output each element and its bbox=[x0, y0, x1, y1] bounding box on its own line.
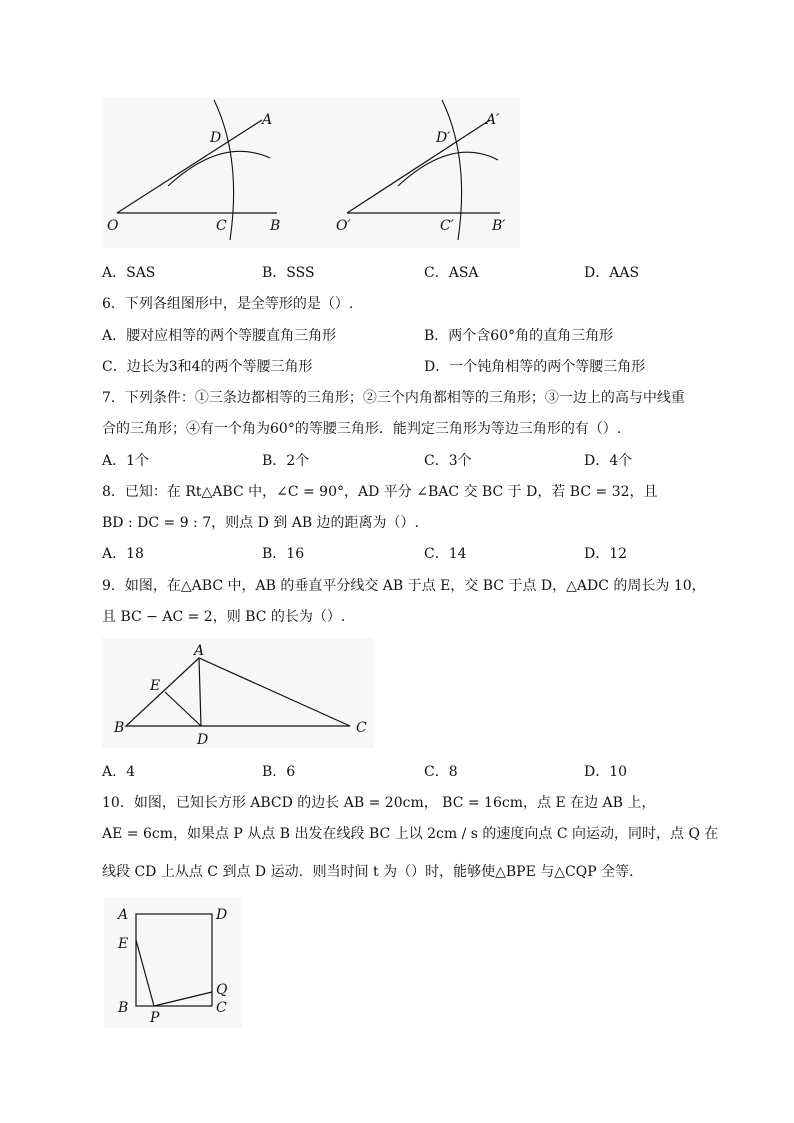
q9-option-c: C．8 bbox=[424, 764, 458, 780]
label-D: D bbox=[197, 732, 209, 748]
label-O-prime: O′ bbox=[336, 218, 351, 234]
q8-option-c: C．14 bbox=[424, 546, 467, 562]
q7-option-a: A．1个 bbox=[102, 453, 150, 469]
right-angle-figure bbox=[336, 100, 506, 240]
q7-option-b: B．2个 bbox=[262, 453, 310, 469]
label-D-prime: D′ bbox=[436, 130, 451, 146]
label-A: A bbox=[194, 643, 205, 659]
q9-option-d: D．10 bbox=[584, 764, 628, 780]
left-angle-figure bbox=[107, 100, 280, 240]
figure-triangle-abc bbox=[102, 638, 374, 748]
q10-stem-line1: 10．如图，已知长方形 ABCD 的边长 AB = 20cm， BC = 16cm，点 E 在边 AB 上， bbox=[102, 795, 656, 811]
q6-option-c: C．边长为3和4的两个等腰三角形 bbox=[102, 359, 313, 375]
q6-option-a: A．腰对应相等的两个等腰直角三角形 bbox=[102, 328, 337, 344]
q6-option-b: B．两个含60°角的直角三角形 bbox=[424, 328, 614, 344]
q10-stem-line3: 线段 CD 上从点 C 到点 D 运动．则当时间 t 为（）时，能够使△BPE 与△CQP 全等. bbox=[102, 864, 634, 880]
q5-option-c: C．ASA bbox=[424, 265, 479, 281]
label-B-prime: B′ bbox=[492, 218, 506, 234]
label-B: B bbox=[118, 1000, 129, 1016]
label-O: O bbox=[107, 218, 119, 234]
q7-option-d: D．4个 bbox=[584, 453, 633, 469]
q9-stem-line1: 9．如图，在△ABC 中，AB 的垂直平分线交 AB 于点 E，交 BC 于点 D，△ADC 的周长为 10， bbox=[102, 578, 706, 594]
q7-stem-line1: 7．下列条件：①三条边都相等的三角形；②三个内角都相等的三角形；③一边上的高与中线重 bbox=[102, 390, 685, 406]
label-P: P bbox=[150, 1010, 160, 1026]
q5-option-d: D．AAS bbox=[584, 265, 640, 281]
label-B: B bbox=[270, 218, 281, 234]
label-E: E bbox=[150, 678, 161, 694]
label-E: E bbox=[118, 936, 129, 952]
q8-option-d: D．12 bbox=[584, 546, 628, 562]
q8-option-a: A．18 bbox=[102, 546, 144, 562]
label-A: A bbox=[118, 907, 129, 923]
q8-stem-line2: BD : DC = 9 : 7，则点 D 到 AB 边的距离为（）. bbox=[102, 515, 420, 531]
q5-option-b: B．SSS bbox=[262, 265, 315, 281]
q7-stem-line2: 合的三角形；④有一个角为60°的等腰三角形．能判定三角形为等边三角形的有（）. bbox=[102, 421, 622, 437]
label-D: D bbox=[216, 907, 228, 923]
label-C: C bbox=[216, 1000, 227, 1016]
label-C: C bbox=[216, 218, 227, 234]
figure-rectangle-abcd bbox=[104, 898, 242, 1028]
angle-construction-svg bbox=[102, 98, 520, 248]
label-A: A bbox=[262, 112, 273, 128]
q10-stem-line2: AE = 6cm，如果点 P 从点 B 出发在线段 BC 上以 2cm / s 的速度向点 C 向运动，同时，点 Q 在 bbox=[102, 826, 719, 842]
q8-option-b: B．16 bbox=[262, 546, 305, 562]
q6-option-d: D．一个钝角相等的两个等腰三角形 bbox=[424, 359, 646, 375]
q8-stem-line1: 8．已知：在 Rt△ABC 中，∠C = 90°，AD 平分 ∠BAC 交 BC 于 D，若 BC = 32，且 bbox=[102, 484, 658, 500]
label-C-prime: C′ bbox=[440, 218, 454, 234]
q5-option-a: A．SAS bbox=[102, 265, 156, 281]
q6-stem: 6．下列各组图形中，是全等形的是（）. bbox=[102, 296, 354, 312]
label-D: D bbox=[210, 130, 222, 146]
figure-angle-construction bbox=[102, 98, 520, 248]
triangle-abc-svg bbox=[102, 638, 374, 748]
label-C: C bbox=[356, 720, 367, 736]
q9-option-b: B．6 bbox=[262, 764, 296, 780]
rectangle-abcd-svg bbox=[104, 898, 242, 1028]
q9-option-a: A．4 bbox=[102, 764, 136, 780]
q9-stem-line2: 且 BC − AC = 2，则 BC 的长为（）. bbox=[102, 609, 346, 625]
label-B: B bbox=[114, 720, 125, 736]
label-A-prime: A′ bbox=[486, 112, 500, 128]
label-Q: Q bbox=[216, 982, 228, 998]
q7-option-c: C．3个 bbox=[424, 453, 472, 469]
